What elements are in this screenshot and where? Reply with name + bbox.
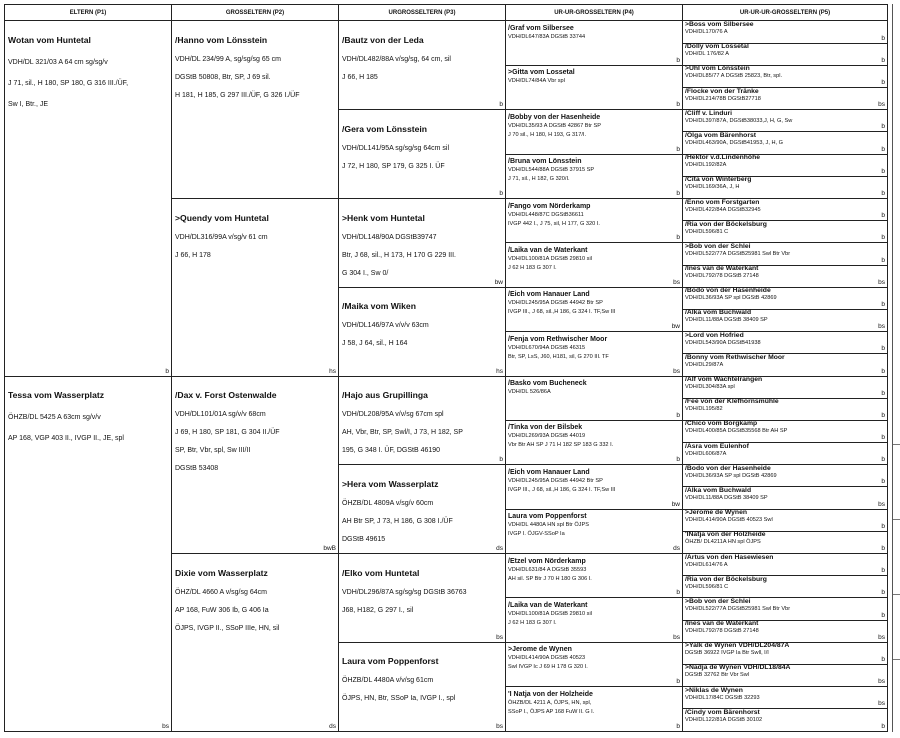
dog-name: /Bruna vom Lönsstein [508,158,582,166]
p3-cell [339,642,506,731]
p5-cell [683,332,888,355]
dog-detail: VDH/DL148/90A DGStB39747 [342,233,437,241]
dog-detail: 195, G 348 I. ÜF, DGStB 46190 [342,447,441,454]
frame-tick [893,594,900,595]
p5-cell [683,554,888,577]
dog-detail: VDH/DL122/81A DGStB 30102 [685,716,763,723]
color-code: b [676,101,680,109]
dog-name: /Enno vom Forstgarten [685,198,760,206]
p1-cell [5,376,172,732]
dog-name: Wotan vom Huntetal [8,35,91,45]
dog-name: /Eich vom Hanauer Land [508,468,590,476]
color-code: b [676,145,680,153]
dog-name: /Hektor v.d.Lindenhöhe [685,154,761,162]
p1-cell [5,21,172,377]
p5-cell [683,88,888,111]
dog-detail: VDH/DL614/76 A [685,561,728,568]
p5-cell [683,687,888,710]
color-code: b [499,101,503,109]
dog-name: /Fango vom Nörderkamp [508,202,591,210]
color-code: b [881,411,885,419]
column-header: UR-UR-GROSSELTERN (P4) [506,5,683,21]
dog-detail: VDH/DL544/88A DGStB 37915 SP [508,167,595,174]
dog-name: >Quendy vom Huntetal [175,212,269,223]
dog-name: /Gera vom Lönsstein [342,123,428,134]
p3-cell [339,199,506,288]
color-code: bs [673,633,680,641]
p5-cell [683,65,888,88]
frame-tick [893,659,900,660]
p3-cell [339,21,506,110]
dog-detail: ÖHZB/DL 4480A v/v/sg 61cm [342,677,434,685]
color-code: bs [878,678,885,686]
dog-detail: VDH/DL169/36A, J, H [685,184,740,191]
color-code: bs [878,500,885,508]
dog-detail: VDH/DL17/84C DGStB 32293 [685,694,760,701]
p4-cell [506,554,683,599]
p4-cell [506,21,683,66]
color-code: b [676,678,680,686]
p4-cell [506,199,683,244]
p2-cell [172,376,339,554]
dog-detail: DGStB 32762 Btr Vbr Swl [685,672,750,679]
dog-detail: ÖHZ/DL 4660 A v/sg/sg 64cm [175,588,267,596]
dog-name: /Elko vom Huntetal [342,567,420,578]
p5-cell [683,309,888,332]
dog-detail: VDH/DL36/93A SP spl DGStB 42869 [685,295,777,302]
dog-detail: VDH/DL269/93A DGStB 44019 [508,433,586,440]
p4-cell [506,598,683,643]
dog-detail: Vbr Btr AH SP J 71 H 182 SP 183 G 332 I. [508,442,614,449]
p4-cell [506,687,683,732]
column-header: URGROSSELTERN (P3) [339,5,506,21]
p5-cell [683,287,888,310]
p5-cell [683,664,888,687]
p5-cell [683,443,888,466]
dog-detail: G 304 I., Sw 0/ [342,269,389,277]
dog-detail: DGStB 50808, Btr, SP, J 69 sil. [175,74,271,81]
p4-cell [506,420,683,465]
p4-cell [506,243,683,288]
dog-detail: VDH/DL192/82A [685,162,727,169]
p4-cell [506,465,683,510]
p2-cell [172,199,339,377]
color-code: b [881,478,885,486]
dog-name: >Bob von der Schlei [685,597,751,605]
dog-detail: J 66, H 185 [342,74,378,81]
dog-detail: IVGP III., J 68, sil.,H 186, G 324 I. TF,Sw III [508,486,616,493]
color-code: ds [496,545,503,552]
dog-detail: VDH/DL 526/86A [508,389,551,395]
dog-detail: DGStB 49615 [342,535,386,543]
color-code: b [499,456,503,464]
dog-detail: Swl IVGP Ic J 69 H 178 G 320 I. [508,664,588,671]
p5-cell [683,43,888,66]
dog-name: /Fee von der Klefhornsmühle [685,398,779,406]
dog-name: >Niklas de Wynen [685,686,743,694]
dog-detail: J 72, H 180, SP 179, G 325 I. ÜF [342,162,445,170]
p4-cell [506,642,683,687]
color-code: b [676,456,680,464]
p5-cell [683,709,888,732]
dog-name: /Alf vom Wachtelrangen [685,376,763,383]
dog-detail: AH, Vbr, Btr, SP, Swl/I, J 73, H 182, SP [342,429,463,436]
dog-detail: DGStB 36922 IVGP Ia Btr Swll, I/I [685,650,769,657]
color-code: bs [673,278,680,286]
column-header: UR-UR-UR-GROSSELTERN (P5) [683,5,888,21]
dog-detail: VDH/DL214/78B DGStB27718 [685,95,761,102]
dog-name: /Ines van de Waterkant [685,265,759,273]
dog-name: /Tinka von der Bilsbek [508,424,583,432]
color-code: b [881,167,885,175]
color-code: b [881,234,885,242]
p5-cell [683,487,888,510]
p4-cell [506,110,683,155]
column-header: ELTERN (P1) [5,5,172,21]
dog-detail: SP, Btr, Vbr, spl, Sw III/II [175,447,251,454]
dog-detail: VDH/DL101/01A sg/v/v 68cm [175,411,266,418]
dog-detail: VDH/DL35/93 A DGStB 42867 Btr SP [508,122,601,129]
color-code: bs [878,633,885,641]
dog-name: >Jerome de Wynen [508,646,572,654]
dog-name: /Dolly vom Lossetal [685,43,749,51]
dog-detail: J 62 H 183 G 307 I. [508,619,557,626]
dog-detail: VDH/DL414/90A DGStB 40523 Swl [685,517,773,524]
p4-cell [506,376,683,421]
dog-name: >Bob von der Schlei [685,242,751,250]
color-code: bs [496,722,503,730]
dog-detail: VDH/DL29/87A [685,361,724,368]
color-code: b [881,567,885,575]
color-code: b [881,300,885,308]
p4-cell [506,65,683,110]
dog-detail: VDH/DL 321/03 A 64 cm sg/sg/v [8,59,108,66]
dog-detail: VDH/DL74/84A Vbr spl [508,78,565,85]
pedigree-table [4,4,888,732]
color-code: bs [496,633,503,641]
dog-detail: H 181, H 185, G 297 III./ÜF, G 326 I./ÜF [175,92,300,99]
dog-name: /Asra vom Eulenhof [685,442,749,450]
dog-name: >Henk vom Huntetal [342,212,425,223]
dog-detail: J 70 sil., H 180, H 193, G 317/I. [508,131,587,138]
dog-name: Laura vom Poppenforst [508,513,587,521]
dog-detail: AP 168, FuW 306 Ib, G 406 Ia [175,606,269,614]
p5-cell [683,398,888,421]
dog-name: /Artus von den Hasewiesen [685,553,774,561]
dog-detail: DGStB 53408 [175,465,219,472]
dog-detail: VDH/DL208/95A v/v/sg 67cm spl [342,411,444,418]
p5-cell [683,132,888,155]
dog-detail: VDH/DL 4480A HN spl Btr ÖJPS [508,522,589,529]
p5-cell [683,199,888,222]
color-code: bs [878,700,885,708]
dog-detail: VDH/DL422/84A DGStB32945 [685,206,761,213]
dog-name: >Uhl vom Lönsstein [685,65,750,73]
dog-name: 'INatja von der Holzheide [685,531,766,539]
color-code: b [881,256,885,264]
color-code: b [881,345,885,353]
p3-cell [339,554,506,643]
dog-detail: AH sil. SP Btr J 70 H 180 G 306 I. [508,575,592,582]
dog-detail: VDH/DL 234/99 A, sg/sg/sg 65 cm [175,56,281,63]
p5-cell [683,465,888,488]
dog-name: >Boss vom Silbersee [685,21,754,28]
color-code: b [881,123,885,131]
dog-detail: J 62 H 183 G 307 I. [508,264,557,271]
color-code: bs [878,278,885,286]
color-code: b [881,145,885,153]
color-code: b [881,367,885,375]
dog-detail: Btr, SP, LsS, J60, H181, sil, G 270 III. TF [508,353,609,360]
color-code: b [881,434,885,442]
dog-name: /Hanno vom Lönsstein [175,35,268,45]
dog-name: /Etzel vom Nörderkamp [508,557,586,565]
color-code: b [676,722,680,730]
dog-detail: Btr, J 68, sil., H 173, H 170 G 229 III. [342,251,456,259]
dog-detail: VDH/DL482/88A v/sg/sg, 64 cm, sil [342,56,451,63]
color-code: b [881,611,885,619]
color-code: b [881,56,885,64]
dog-detail: VDH/DL316/99A v/sg/v 61 cm [175,233,268,241]
p3-cell [339,376,506,465]
color-code: b [676,234,680,242]
dog-name: 'I Natja von der Holzheide [508,690,593,698]
dog-detail: ÖHZB/DL 4809A v/sg/v 60cm [342,499,434,507]
p4-cell [506,509,683,554]
dog-detail: VDH/DL631/84 A DGStB 35593 [508,566,587,573]
dog-name: /Ria von der Böckelsburg [685,220,767,228]
dog-detail: J 71, sil., H 180, SP 180, G 316 III./ÜF, [8,80,129,87]
dog-name: Dixie vom Wasserplatz [175,567,268,578]
dog-name: /Ines van de Waterkant [685,620,759,628]
p5-cell [683,509,888,532]
color-code: b [676,190,680,197]
dog-name: /Alka vom Buchwald [685,486,752,494]
p5-cell [683,376,888,399]
dog-detail: IVGP III., J 68, sil.,H 186, G 324 I. TF,Sw III [508,309,616,316]
dog-name: >Hera vom Wasserplatz [342,478,439,489]
color-code: bw [671,500,680,508]
color-code: b [881,589,885,597]
right-margin-frame [892,4,900,732]
p4-cell [506,154,683,199]
p5-cell [683,221,888,244]
color-code: b [676,411,680,419]
dog-detail: VDH/DL670/94A DGStB 46315 [508,344,586,351]
dog-detail: VDH/DL543/90A DGStB41938 [685,339,761,346]
color-code: bs [162,722,169,730]
dog-detail: VDH/DL100/81A DGStB 29810 sil [508,255,592,262]
dog-name: /Fenja vom Rethwischer Moor [508,335,608,343]
p5-cell [683,642,888,665]
dog-name: /Dax v. Forst Ostenwalde [175,390,277,400]
dog-name: /Alka vom Buchwald [685,309,752,317]
dog-detail: VDH/DL245/95A DGStB 44942 Btr SP [508,300,603,307]
color-code: b [881,79,885,87]
dog-detail: VDH/DL606/87A [685,450,727,457]
dog-detail: AH Btr SP, J 73, H 186, G 308 I./ÜF [342,517,453,525]
dog-detail: VDH/DL85/77 A DGStB 25823, Btr, spl. [685,73,783,80]
dog-detail: VDH/DL596/81 C [685,228,729,235]
color-code: b [881,722,885,730]
dog-name: /Flocke von der Tränke [685,87,759,95]
color-code: b [881,456,885,464]
dog-name: /Maika vom Wiken [342,301,416,312]
dog-detail: VDH/DL448/87C DGStB36611 [508,211,584,218]
dog-detail: J 58, J 64, sil., H 164 [342,340,408,348]
color-code: ds [673,545,680,552]
p5-cell [683,154,888,177]
dog-name: >Lord von Hofried [685,331,744,339]
dog-name: /Chico vom Borgkamp [685,420,758,428]
dog-detail: SSoP I., ÖJPS AP 168 FuW II. G I. [508,708,595,715]
dog-detail: VDH/DL397/87A, DGStB38033,J, H, G, Sw [685,117,793,124]
dog-detail: VDH/DL36/93A SP spl DGStB 42869 [685,472,777,479]
dog-detail: VDH/DL170/76 A [685,29,728,35]
p3-cell [339,110,506,199]
dog-name: /Olga vom Bärenhorst [685,131,757,139]
color-code: bs [878,323,885,331]
dog-name: /Cita von Winterberg [685,176,752,184]
dog-detail: VDH/DL596/81 C [685,583,729,590]
dog-name: /Graf vom Silbersee [508,25,574,32]
dog-detail: IVGP 442 I., J 75, sil, H 177, G 320 I. [508,220,600,227]
p4-cell [506,332,683,377]
dog-name: Laura vom Poppenforst [342,656,439,667]
dog-detail: J 69, H 180, SP 181, G 304 II./ÜF [175,429,280,436]
color-code: b [881,212,885,220]
color-code: b [881,655,885,663]
p2-cell [172,21,339,199]
dog-detail: VDH/DL 176/82 A [685,51,729,58]
p5-cell [683,243,888,266]
dog-name: >Jerome de Wynen [685,509,748,517]
p5-cell [683,265,888,288]
dog-detail: VDH/DL304/83A spl [685,384,735,390]
color-code: hs [496,367,503,375]
color-code: b [499,190,503,197]
dog-name: /Cindy vom Bärenhorst [685,708,760,716]
dog-detail: ÖHZB/DL 4211 A, ÖJPS, HN, spl, [508,699,592,706]
p2-cell [172,554,339,732]
dog-detail: VDH/DL100/81A DGStB 29810 sil [508,610,592,617]
color-code: bs [673,367,680,375]
p5-cell [683,420,888,443]
dog-detail: VDH/DL195/82 [685,406,723,413]
p4-cell [506,287,683,332]
dog-detail: ÖJPS, IVGP II., SSoP IIIe, HN, sil [175,624,280,632]
p5-cell [683,354,888,377]
color-code: bw [494,278,503,286]
dog-detail: VDH/DL400/85A DGStB35568 Btr AH SP [685,428,788,435]
frame-tick [893,444,900,445]
dog-detail: ÖHZB/DL 5425 A 63cm sg/v/v [8,414,101,421]
dog-name: >Nadja de Wynen VDH/DL18/84A [685,664,791,672]
dog-detail: VDH/DL414/90A DGStB 40523 [508,655,586,662]
color-code: b [881,522,885,530]
color-code: ds [329,722,336,730]
dog-name: Tessa vom Wasserplatz [8,390,105,400]
dog-name: /Ria von der Böckelsburg [685,575,767,583]
dog-name: /Bodo von der Hasenheide [685,464,771,472]
dog-name: /Bodo von der Hasenheide [685,287,771,295]
dog-detail: VDH/DL245/95A DGStB 44942 Btr SP [508,477,603,484]
dog-name: /Eich vom Hanauer Land [508,291,590,299]
color-code: b [881,34,885,42]
dog-name: /Cliff v. Linduri [685,109,733,117]
color-code: hs [329,367,336,375]
color-code: b [165,367,169,375]
color-code: b [676,56,680,64]
color-code: b [676,589,680,597]
dog-detail: VDH/DL11/88A DGStB 38409 SP [685,494,768,501]
dog-detail: J 71, sil., H 182, G 320/I. [508,176,570,183]
p5-cell [683,21,888,44]
p5-cell [683,176,888,199]
dog-detail: VDH/DL522/77A DGStB25981 Swl Btr Vbr [685,250,791,257]
dog-name: /Hajo aus Grupillinga [342,390,428,400]
dog-detail: IVGP I. ÖJGV-SSoP Ia [508,531,565,538]
dog-name: /Bobby von der Hasenheide [508,113,601,121]
dog-name: /Basko vom Bucheneck [508,380,587,387]
p5-cell [683,576,888,599]
dog-name: /Bonny vom Rethwischer Moor [685,353,785,361]
dog-name: /Bautz von der Leda [342,35,424,45]
color-code: bw [671,323,680,331]
dog-name: /Laika van de Waterkant [508,246,588,254]
dog-detail: VDH/DL792/78 DGStB 27148 [685,628,759,635]
dog-detail: VDH/DL141/95A sg/sg/sg 64cm sil [342,144,449,152]
dog-detail: Sw I, Btr., JE [8,101,49,108]
dog-detail: J68, H182, G 297 I., sil [342,606,414,614]
color-code: b [881,389,885,397]
p5-cell [683,110,888,133]
color-code: b [881,545,885,552]
dog-detail: VDH/DL296/87A sg/sg/sg DGStB 36763 [342,588,467,596]
column-header: GROSSELTERN (P2) [172,5,339,21]
dog-name: /Laika van de Waterkant [508,601,588,609]
p5-cell [683,598,888,621]
dog-detail: AP 168, VGP 403 II., IVGP II., JE, spl [8,435,124,442]
p5-cell [683,620,888,643]
dog-detail: VDH/DL146/97A v/v/v 63cm [342,322,429,330]
p3-cell [339,465,506,554]
p5-cell [683,531,888,554]
dog-detail: VDH/DL11/88A DGStB 38409 SP [685,317,768,324]
dog-detail: ÖHZB/ DL4211A HN spl ÖJPS [685,539,761,546]
dog-name: >Yalk de Wynen VDH/DL204/87A [685,642,790,650]
dog-detail: J 66, H 178 [175,251,211,259]
dog-name: >Gitta vom Lossetal [508,69,575,77]
color-code: b [881,190,885,197]
p3-cell [339,287,506,376]
dog-detail: VDH/DL463/90A, DGStB41953, J, H, G [685,139,783,146]
dog-detail: VDH/DL522/77A DGStB25981 Swl Btr Vbr [685,605,791,612]
dog-detail: VDH/DL792/78 DGStB 27148 [685,273,759,280]
dog-detail: ÖJPS, HN, Btr, SSoP Ia, IVGP I., spl [342,695,456,703]
color-code: bwB [323,545,336,552]
frame-tick [893,519,900,520]
color-code: bs [878,101,885,109]
dog-detail: VDH/DL647/83A DGStB 33744 [508,34,586,40]
